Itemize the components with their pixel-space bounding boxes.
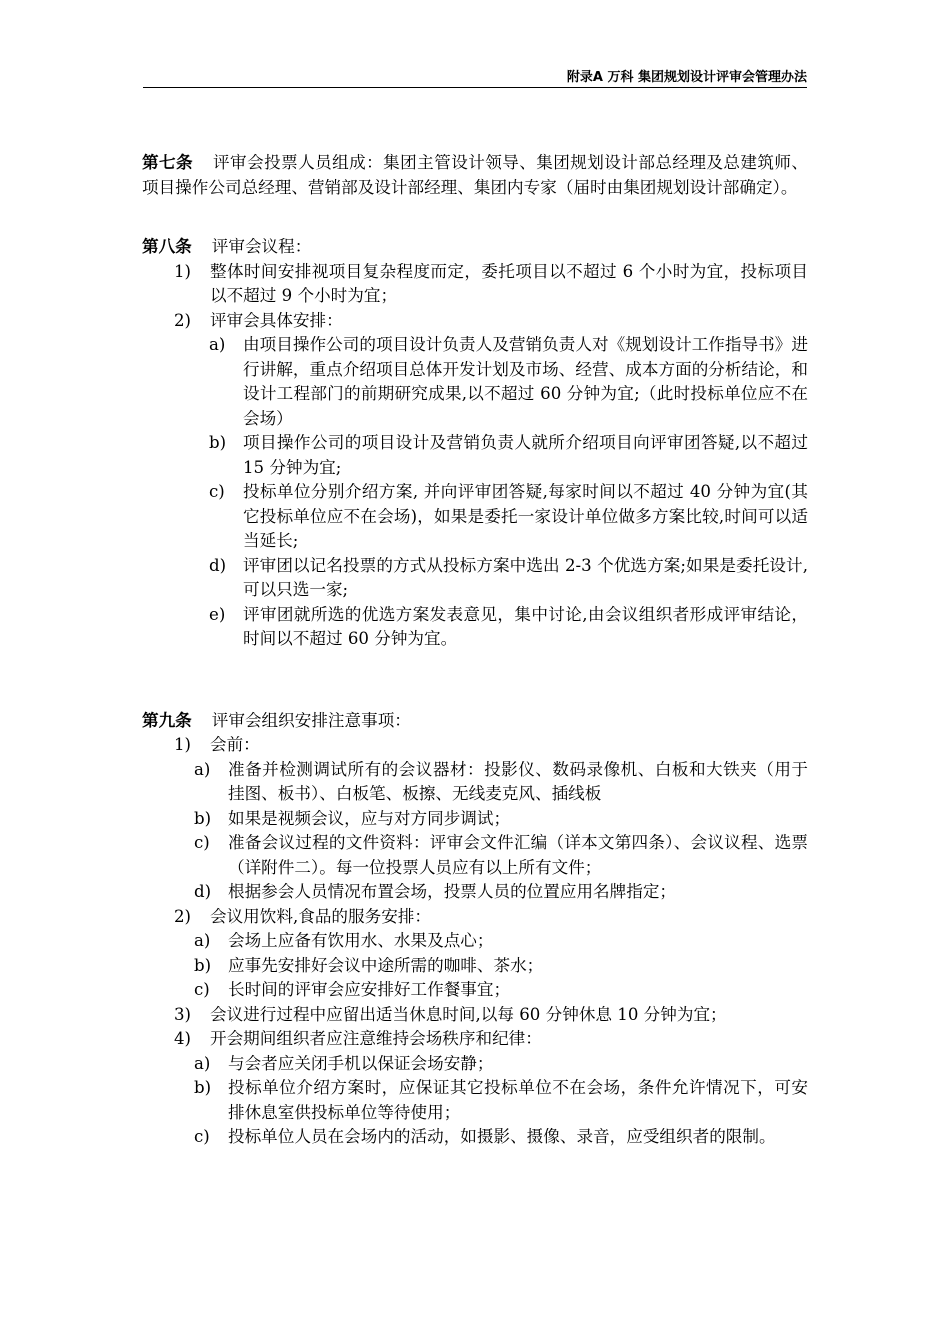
article-8 — [142, 234, 808, 260]
article-9-section-1-item-a — [142, 758, 808, 807]
list-marker: d) — [194, 882, 212, 901]
list-item-text: 评审团以记名投票的方式从投标方案中选出 2-3 个优选方案;如果是委托设计,可以只选一家; — [243, 555, 808, 599]
list-item-text: 会前： — [210, 735, 260, 754]
article-9-section-2-item-c — [142, 978, 808, 1003]
article-8-subitem-a — [142, 333, 808, 431]
list-marker: e) — [209, 604, 226, 624]
document-body — [142, 150, 808, 1150]
list-item-text: 会议用饮料,食品的服务安排： — [210, 906, 431, 926]
article-9-section-4-item-b — [142, 1076, 808, 1125]
list-marker: c) — [209, 482, 225, 501]
list-marker: a) — [194, 759, 211, 779]
list-item-text: 根据参会人员情况布置会场，投票人员的位置应用名牌指定； — [228, 882, 677, 901]
article-8-subitem-b — [142, 431, 808, 480]
article-9-section-4-item-c — [142, 1125, 808, 1150]
article-9-section-2 — [142, 905, 808, 930]
article-8-label: 第八条 — [142, 236, 192, 256]
list-marker: d) — [209, 555, 227, 575]
spacer — [142, 652, 808, 708]
list-item-text: 投标单位人员在会场内的活动，如摄影、摄像、录音，应受组织者的限制。 — [228, 1127, 776, 1146]
list-marker: 1) — [174, 735, 192, 754]
list-item-text: 应事先安排好会议中途所需的咖啡、茶水； — [228, 955, 544, 975]
article-9-section-2-item-b — [142, 954, 808, 979]
article-9-section-1-item-c — [142, 831, 808, 880]
list-item-text: 与会者应关闭手机以保证会场安静； — [228, 1053, 494, 1073]
list-marker: c) — [194, 980, 210, 999]
article-8-subitem-d — [142, 554, 808, 603]
article-7-text: 评审会投票人员组成：集团主管设计领导、集团规划设计部总经理及总建筑师、项目操作公司总经理、营销部及设计部经理、集团内专家（届时由集团规划设计部确定）。 — [142, 153, 809, 197]
list-marker: b) — [209, 433, 227, 452]
list-marker: 3) — [174, 1004, 192, 1024]
list-item-text: 由项目操作公司的项目设计负责人及营销负责人对《规划设计工作指导书》进行讲解，重点介绍项目总体开发计划及市场、经营、成本方面的分析结论，和设计工程部门的前期研究成果,以不超过 60 分钟为宜;（此时投标单位应不在会场） — [243, 335, 808, 428]
list-marker: c) — [194, 833, 210, 852]
list-marker: a) — [194, 1053, 211, 1073]
list-item-text: 投标单位介绍方案时，应保证其它投标单位不在会场，条件允许情况下，可安排休息室供投标单位等待使用； — [228, 1078, 808, 1122]
article-9-section-4 — [142, 1027, 808, 1052]
list-marker: c) — [194, 1127, 210, 1146]
article-9-section-1-item-b — [142, 807, 808, 832]
list-item-text: 准备并检测调试所有的会议器材：投影仪、数码录像机、白板和大铁夹（用于挂图、板书）、白板笔、板擦、无线麦克风、插线板 — [228, 759, 808, 803]
list-item-text: 投标单位分别介绍方案, 并向评审团答疑,每家时间以不超过 40 分钟为宜(其它投标单位应不在会场)，如果是委托一家设计单位做多方案比较,时间可以适当延长; — [243, 482, 808, 550]
article-9-section-1-item-d — [142, 880, 808, 905]
list-item-text: 准备会议过程的文件资料：评审会文件汇编（详本文第四条）、会议议程、选票（详附件二）。每一位投票人员应有以上所有文件； — [228, 833, 808, 877]
list-marker: 1) — [174, 261, 192, 281]
spacer — [142, 200, 808, 234]
article-9 — [142, 708, 808, 734]
list-marker: a) — [209, 335, 226, 354]
list-marker: b) — [194, 955, 212, 975]
list-item-text: 评审会具体安排： — [210, 310, 343, 330]
list-item-text: 如果是视频会议，应与对方同步调试； — [228, 808, 511, 828]
list-item-text: 会议进行过程中应留出适当休息时间,以每 60 分钟休息 10 分钟为宜； — [210, 1004, 727, 1024]
article-7-label: 第七条 — [142, 152, 194, 172]
article-9-section-4-item-a — [142, 1052, 808, 1077]
article-9-section-1 — [142, 733, 808, 758]
article-9-section-2-item-a — [142, 929, 808, 954]
article-9-label: 第九条 — [142, 709, 192, 730]
header-rule — [143, 87, 807, 88]
list-item-text: 开会期间组织者应注意维持会场秩序和纪律： — [210, 1029, 542, 1048]
list-item-text: 项目操作公司的项目设计及营销负责人就所介绍项目向评审团答疑,以不超过 15 分钟为宜; — [243, 433, 808, 477]
article-8-item-1 — [142, 260, 808, 309]
list-marker: b) — [194, 808, 212, 828]
list-marker: 2) — [174, 906, 192, 926]
list-item-text: 评审团就所选的优选方案发表意见，集中讨论,由会议组织者形成评审结论，时间以不超过 60 分钟为宜。 — [243, 604, 808, 648]
article-8-item-2 — [142, 309, 808, 334]
article-8-subitem-c — [142, 480, 808, 554]
list-marker: a) — [194, 931, 211, 950]
article-9-text: 评审会组织安排注意事项： — [211, 710, 411, 730]
article-8-subitem-e — [142, 603, 808, 652]
list-marker: b) — [194, 1078, 212, 1097]
list-item-text: 会场上应备有饮用水、水果及点心； — [228, 931, 494, 950]
list-marker: 2) — [174, 310, 192, 330]
article-9-section-3 — [142, 1003, 808, 1028]
article-8-text: 评审会议程： — [211, 237, 312, 256]
article-7 — [142, 150, 808, 200]
page-header-title: 附录A 万科 集团规划设计评审会管理办法 — [566, 70, 807, 85]
list-item-text: 整体时间安排视项目复杂程度而定，委托项目以不超过 6 个小时为宜，投标项目以不超过 9 个小时为宜； — [210, 261, 808, 305]
list-marker: 4) — [174, 1029, 192, 1048]
list-item-text: 长时间的评审会应安排好工作餐事宜； — [228, 980, 511, 999]
